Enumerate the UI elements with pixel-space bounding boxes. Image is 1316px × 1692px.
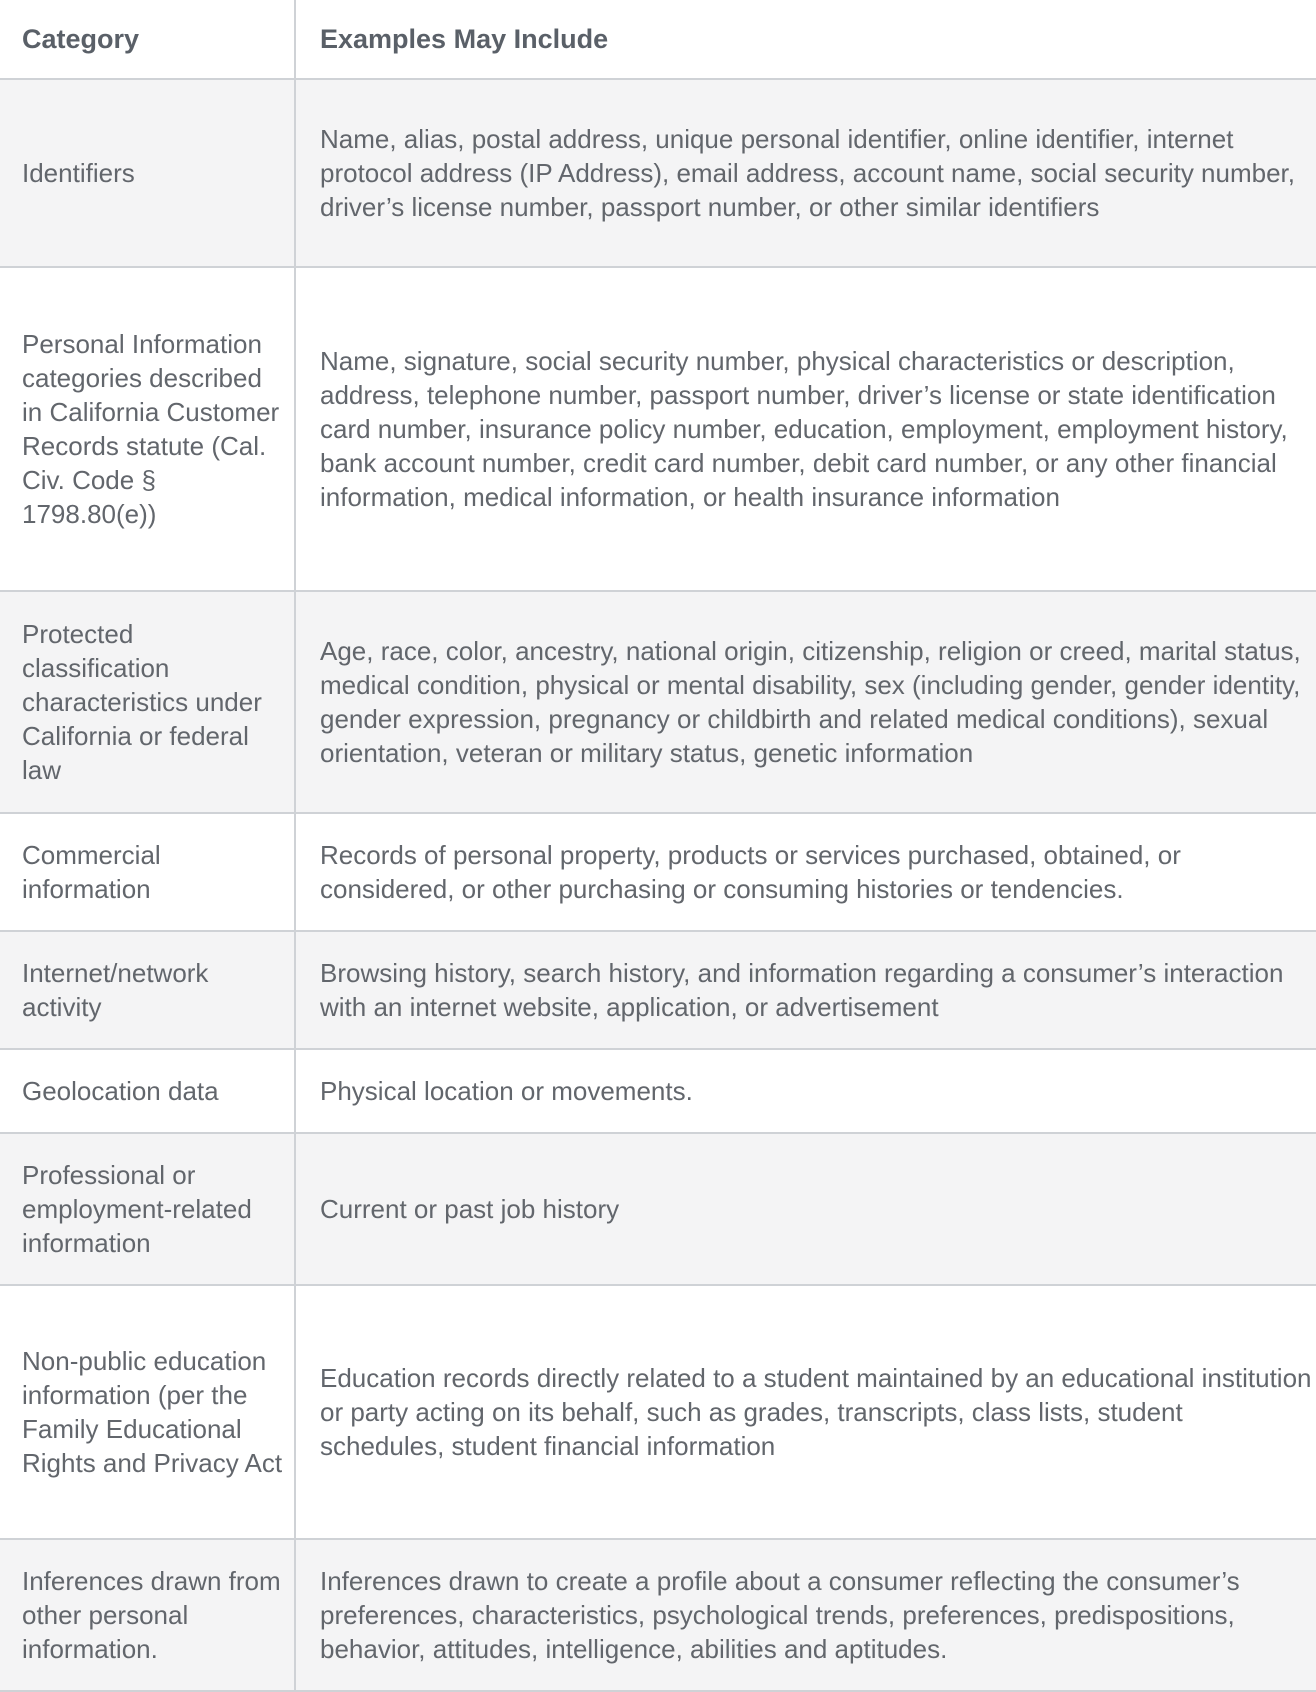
category-cell: Identifiers: [0, 79, 295, 267]
category-cell: Protected classification characteristics under California or federal law: [0, 591, 295, 813]
examples-cell: Current or past job history: [295, 1133, 1316, 1285]
category-cell: Geolocation data: [0, 1049, 295, 1133]
category-cell: Inferences drawn from other personal information.: [0, 1539, 295, 1691]
table-row: [0, 1285, 1316, 1539]
examples-cell: Name, alias, postal address, unique personal identifier, online identifier, internet protocol address (IP Address), email address, account name, social security number, driver’s license number, passport number, or other similar identifiers: [295, 79, 1316, 267]
table-row: [0, 1539, 1316, 1691]
category-cell: Professional or employment-related information: [0, 1133, 295, 1285]
table-row: [0, 267, 1316, 591]
table-row: [0, 79, 1316, 267]
category-cell: Personal Information categories described in California Customer Records statute (Cal. Civ. Code § 1798.80(e)): [0, 267, 295, 591]
table-row: [0, 813, 1316, 931]
examples-cell: Records of personal property, products or services purchased, obtained, or considered, or other purchasing or consuming histories or tendencies.: [295, 813, 1316, 931]
column-header-examples: Examples May Include: [295, 0, 1316, 79]
table-row: [0, 591, 1316, 813]
column-header-category: Category: [0, 0, 295, 79]
category-cell: Non-public education information (per the Family Educational Rights and Privacy Act: [0, 1285, 295, 1539]
examples-cell: Browsing history, search history, and information regarding a consumer’s interaction with an internet website, application, or advertisement: [295, 931, 1316, 1049]
table-header: [0, 0, 1316, 79]
table-row: [0, 931, 1316, 1049]
table-row: [0, 1049, 1316, 1133]
examples-cell: Age, race, color, ancestry, national origin, citizenship, religion or creed, marital status, medical condition, physical or mental disability, sex (including gender, gender identity, gender expression, pregnancy or childbirth and related medical conditions), sexual orientation, veteran or military status, genetic information: [295, 591, 1316, 813]
examples-cell: Physical location or movements.: [295, 1049, 1316, 1133]
table-row: [0, 1133, 1316, 1285]
table-body: [0, 79, 1316, 1691]
examples-cell: Name, signature, social security number, physical characteristics or description, address, telephone number, passport number, driver’s license or state identification card number, insurance policy number, education, employment, employment history, bank account number, credit card number, debit card number, or any other financial information, medical information, or health insurance information: [295, 267, 1316, 591]
category-cell: Internet/network activity: [0, 931, 295, 1049]
category-cell: Commercial information: [0, 813, 295, 931]
header-row: [0, 0, 1316, 79]
examples-cell: Inferences drawn to create a profile about a consumer reflecting the consumer’s preferences, characteristics, psychological trends, preferences, predispositions, behavior, attitudes, intelligence, abilities and aptitudes.: [295, 1539, 1316, 1691]
examples-cell: Education records directly related to a student maintained by an educational institution or party acting on its behalf, such as grades, transcripts, class lists, student schedules, student financial information: [295, 1285, 1316, 1539]
